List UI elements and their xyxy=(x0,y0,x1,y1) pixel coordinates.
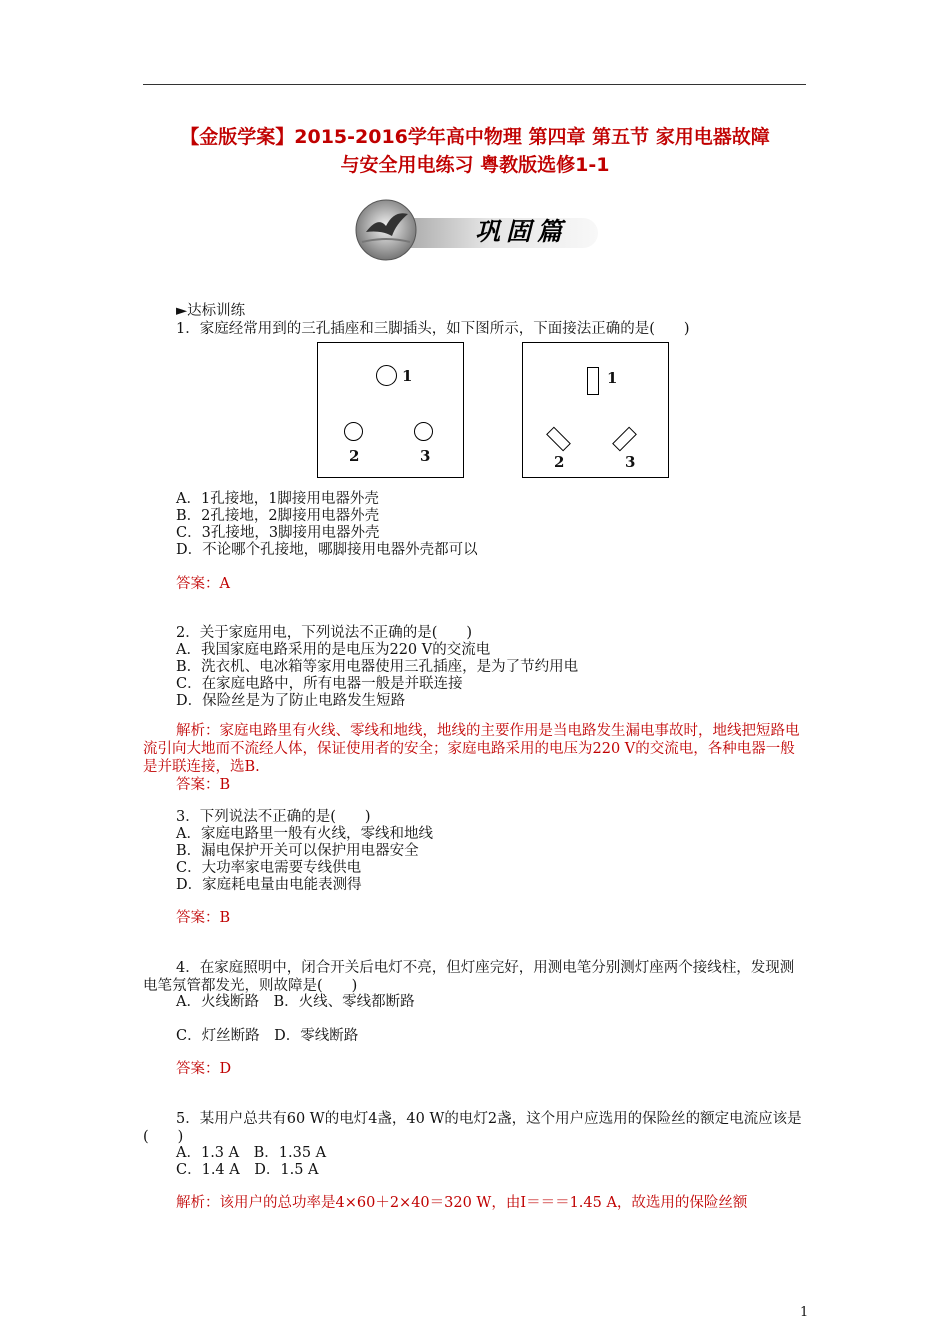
q1-answer: 答案：A xyxy=(176,576,230,592)
q2-analysis: 解析：家庭电路里有火线、零线和地线，地线的主要作用是当电路发生漏电事故时，地线把短路电流引向大地而不流经人体，保证使用者的安全；家庭电路采用的电压为220 V的交流电，各种电器一般是并联连接，选B. xyxy=(143,723,800,775)
plug-label-1: 1 xyxy=(607,369,618,387)
socket-label-3: 3 xyxy=(420,447,431,465)
plug-pin-3 xyxy=(612,427,637,452)
q2-option-c: C．在家庭电路中，所有电器一般是并联连接 xyxy=(176,676,463,692)
q1-stem: 1．家庭经常用到的三孔插座和三脚插头，如下图所示，下面接法正确的是( ) xyxy=(176,321,690,337)
q5-analysis: 解析：该用户的总功率是4×60＋2×40＝320 W，由I＝＝＝1.45 A，故选用的保险丝额 xyxy=(176,1195,748,1211)
socket-figure xyxy=(317,342,464,478)
socket-hole-1 xyxy=(376,365,397,386)
socket-hole-2 xyxy=(344,422,363,441)
socket-label-1: 1 xyxy=(402,367,413,385)
q2-option-d: D．保险丝是为了防止电路发生短路 xyxy=(176,693,406,709)
q5-stem: 5．某用户总共有60 W的电灯4盏，40 W的电灯2盏，这个用户应选用的保险丝的额定电流应该是( ) xyxy=(143,1111,802,1145)
q5-options-line-2: C．1.4 A D．1.5 A xyxy=(176,1162,319,1178)
q2-option-a: A．我国家庭电路采用的是电压为220 V的交流电 xyxy=(176,642,491,658)
q4-options-line-2: C．灯丝断路 D．零线断路 xyxy=(176,1028,359,1044)
plug-figure xyxy=(522,342,669,478)
section-label: ►达标训练 xyxy=(176,303,246,319)
q1-option-c: C．3孔接地，3脚接用电器外壳 xyxy=(176,525,380,541)
socket-label-2: 2 xyxy=(349,447,360,465)
q2-stem: 2．关于家庭用电，下列说法不正确的是( ) xyxy=(176,625,473,641)
q3-option-b: B．漏电保护开关可以保护用电器安全 xyxy=(176,843,419,859)
socket-hole-3 xyxy=(414,422,433,441)
q4-answer: 答案：D xyxy=(176,1061,232,1077)
q1-option-b: B．2孔接地，2脚接用电器外壳 xyxy=(176,508,380,524)
title-line-2: 与安全用电练习 粤教版选修1-1 xyxy=(340,154,610,176)
q2-option-b: B．洗衣机、电冰箱等家用电器使用三孔插座，是为了节约用电 xyxy=(176,659,579,675)
q5-options-line-1: A．1.3 A B．1.35 A xyxy=(176,1145,327,1161)
q2-answer: 答案：B xyxy=(176,777,231,793)
q3-option-c: C．大功率家电需要专线供电 xyxy=(176,860,362,876)
page-number: 1 xyxy=(800,1305,809,1320)
plug-pin-1 xyxy=(587,367,599,395)
q4-options-line-1: A．火线断路 B．火线、零线都断路 xyxy=(176,994,415,1010)
title-line-1: 【金版学案】2015-2016学年高中物理 第四章 第五节 家用电器故障 xyxy=(180,126,770,148)
q3-option-a: A．家庭电路里一般有火线，零线和地线 xyxy=(176,826,433,842)
plug-label-2: 2 xyxy=(554,453,565,471)
q3-stem: 3．下列说法不正确的是( ) xyxy=(176,809,371,825)
q3-answer: 答案：B xyxy=(176,910,231,926)
q3-option-d: D．家庭耗电量由电能表测得 xyxy=(176,877,362,893)
plug-pin-2 xyxy=(546,427,571,452)
q4-stem: 4．在家庭照明中，闭合开关后电灯不亮，但灯座完好，用测电笔分别测灯座两个接线柱，发现测电笔氖管都发光，则故障是( ) xyxy=(143,960,795,994)
banner-text: 巩固篇 xyxy=(475,217,569,246)
q1-option-a: A．1孔接地，1脚接用电器外壳 xyxy=(176,491,379,507)
plug-label-3: 3 xyxy=(625,453,636,471)
header-rule xyxy=(143,84,806,85)
q1-option-d: D．不论哪个孔接地，哪脚接用电器外壳都可以 xyxy=(176,542,478,558)
